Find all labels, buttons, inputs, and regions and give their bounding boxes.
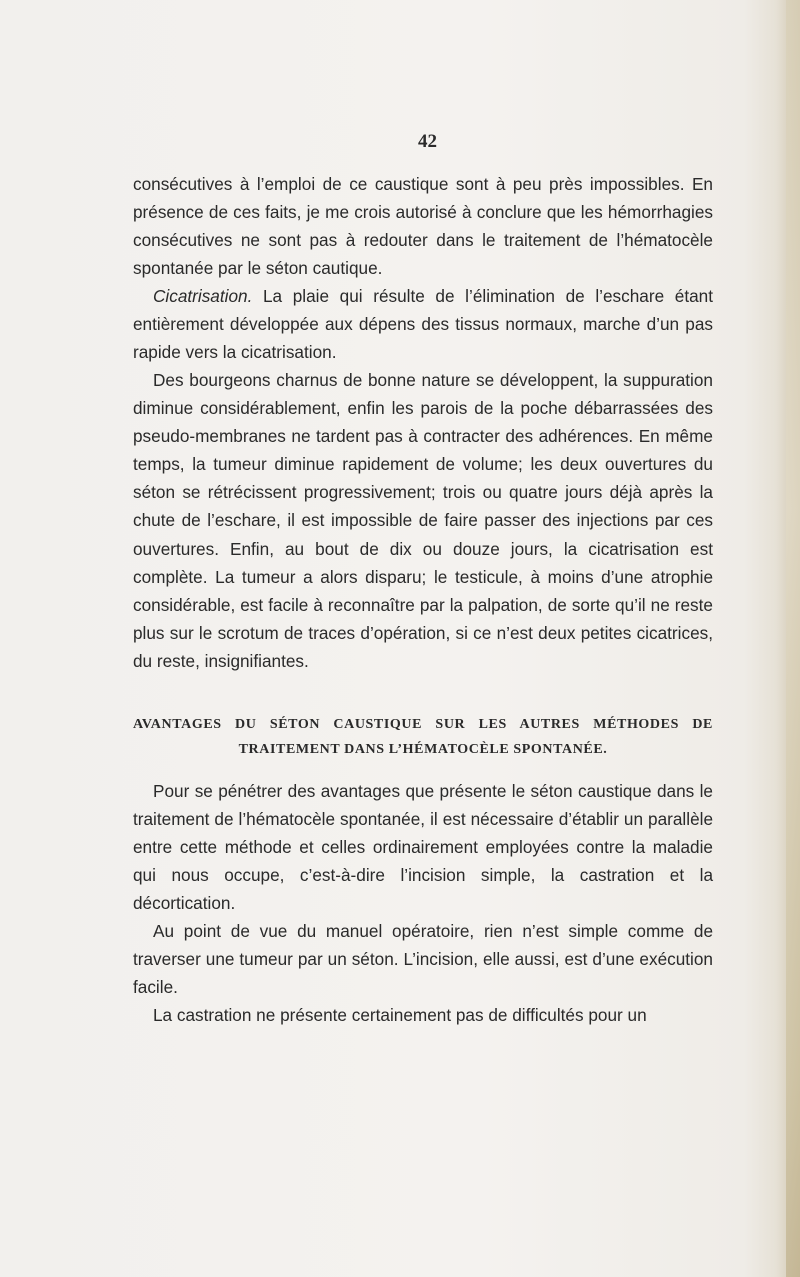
page-number: 42 bbox=[418, 131, 437, 152]
section-heading: AVANTAGES DU SÉTON CAUSTIQUE SUR LES AUTRES MÉTHODES DE TRAITEMENT DANS L’HÉMATOCÈLE SPONTANÉE. bbox=[133, 717, 713, 757]
section-paragraph: Au point de vue du manuel opératoire, rien n’est simple comme de traverser une tumeur par un séton. L’incision, elle aussi, est d’une exécution facile. bbox=[133, 921, 713, 998]
paragraph-text: La plaie qui résulte de l’élimination de l’eschare étant entièrement développée aux dépens des tissus normaux, marche d’un pas rapide vers la cicatrisation. bbox=[133, 286, 713, 363]
paragraph-bourgeons bbox=[133, 366, 713, 675]
paragraph-text: consécutives à l’emploi de ce caustique sont à peu près impossibles. En présence de ces faits, je me crois autorisé à conclure que les hémorrhagies consécutives ne sont pas à redouter dans le traitement de l’hématocèle spontanée par le séton cautique. bbox=[133, 174, 713, 279]
paragraph-continuation bbox=[133, 170, 713, 282]
paragraph-cicatrisation bbox=[133, 282, 713, 366]
paragraph-lead-italic: Cicatrisation. bbox=[153, 286, 253, 306]
page-edge-stain bbox=[786, 0, 800, 1277]
section-paragraph: La castration ne présente certainement pas de difficultés pour un bbox=[153, 1005, 647, 1025]
section-paragraph: Pour se pénétrer des avantages que présente le séton caustique dans le traitement de l’hématocèle spontanée, il est nécessaire d’établir un parallèle entre cette méthode et celles ordinairement employées contre la maladie qui nous occupe, c’est-à-dire l’incision simple, la castration et la décortication. bbox=[133, 781, 713, 914]
paragraph-text: Des bourgeons charnus de bonne nature se développent, la suppuration diminue considérablement, enfin les parois de la poche débarrassées des pseudo-membranes ne tardent pas à contracter des adhérences. En même temps, la tumeur diminue rapidement de volume; les deux ouvertures du séton se rétrécissent progressivement; trois ou quatre jours déjà après la chute de l’eschare, il est impossible de faire passer des injections par ces ouvertures. Enfin, au bout de dix ou douze jours, la cicatrisation est complète. La tumeur a alors disparu; le testicule, à moins d’une atrophie considérable, est facile à reconnaître par la palpation, de sorte qu’il ne reste plus sur le scrotum de traces d’opération, si ce n’est deux petites cicatrices, du reste, insignifiantes. bbox=[133, 370, 713, 671]
